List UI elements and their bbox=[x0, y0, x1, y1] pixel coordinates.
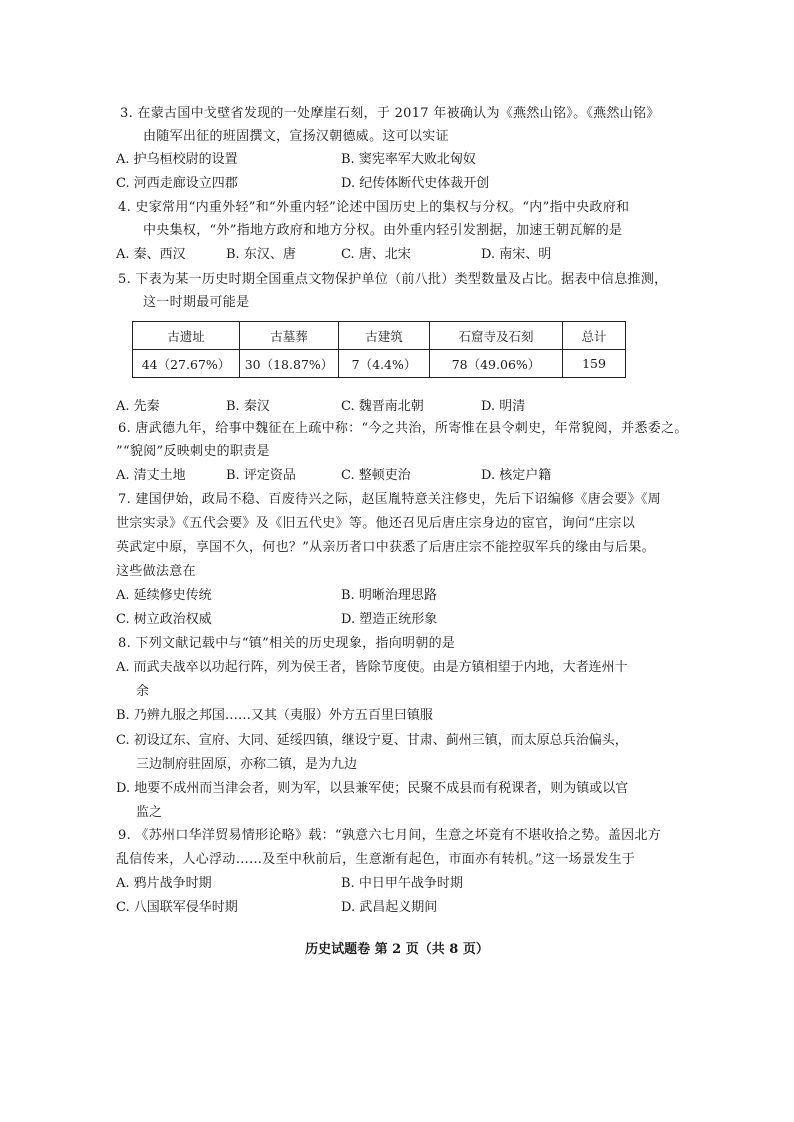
question-4-option-b: B. 东汉、唐 bbox=[226, 247, 296, 262]
table-header-cell: 总计 bbox=[563, 322, 626, 350]
page-footer: 历史试题卷 第 2 页（共 8 页） bbox=[305, 942, 489, 957]
question-9-option-a: A. 鸦片战争时期 bbox=[116, 876, 212, 891]
table-cell: 78（49.06%） bbox=[430, 350, 563, 378]
question-6-option-c: C. 整顿吏治 bbox=[341, 468, 411, 483]
table-header-row bbox=[133, 322, 626, 350]
table-header-cell: 石窟寺及石刻 bbox=[430, 322, 563, 350]
question-7-option-c: C. 树立政治权威 bbox=[116, 612, 212, 627]
question-7-line-2: 世宗实录》《五代会要》及《旧五代史》等。他还召见后唐庄宗身边的宦官，询问“庄宗以 bbox=[116, 516, 636, 531]
question-8-option-b: B. 乃辨九服之邦国……又其（夷服）外方五百里曰镇服 bbox=[116, 708, 433, 723]
table-row bbox=[133, 350, 626, 378]
question-6-line-1: 6. 唐武德九年，给事中魏征在上疏中称：“今之共治，所寄惟在县令刺史，年常貌阅，并悉委之。 bbox=[118, 421, 688, 436]
question-7-line-4: 这些做法意在 bbox=[116, 564, 196, 579]
table-header-cell: 古墓葬 bbox=[240, 322, 339, 350]
question-5-line-2: 这一时期最可能是 bbox=[143, 295, 250, 310]
table-cell: 44（27.67%） bbox=[133, 350, 240, 378]
question-5-option-c: C. 魏晋南北朝 bbox=[341, 399, 424, 414]
question-4-option-c: C. 唐、北宋 bbox=[341, 247, 411, 262]
question-3-line-2: 由随军出征的班固撰文，宣扬汉朝德威。这可以实证 bbox=[143, 129, 449, 144]
question-7-option-b: B. 明晰治理思路 bbox=[341, 588, 437, 603]
question-6-option-b: B. 评定资品 bbox=[226, 468, 296, 483]
question-3-option-c: C. 河西走廊设立四郡 bbox=[116, 176, 238, 191]
question-8-option-c-line-1: C. 初设辽东、宣府、大同、延绥四镇，继设宁夏、甘肃、蓟州三镇，而太原总兵治偏头， bbox=[116, 733, 628, 748]
question-7-line-1: 7. 建国伊始，政局不稳、百废待兴之际，赵匡胤特意关注修史，先后下诏编修《唐会要》《周 bbox=[118, 492, 661, 507]
question-5-option-b: B. 秦汉 bbox=[226, 399, 270, 414]
question-3-line-1: 3. 在蒙古国中戈壁省发现的一处摩崖石刻，于 2017 年被确认为《燕然山铭》。《燕然山铭》 bbox=[120, 106, 660, 121]
question-8-option-d-line-1: D. 地要不成州而当津会者，则为军，以县兼军使；民聚不成县而有税课者，则为镇或以官 bbox=[116, 781, 629, 796]
question-5-line-1: 5. 下表为某一历史时期全国重点文物保护单位（前八批）类型数量及占比。据表中信息推测， bbox=[118, 272, 668, 287]
question-9-line-2: 乱信传来，人心浮动……及至中秋前后，生意渐有起色，市面亦有转机。”这一场景发生于 bbox=[116, 852, 636, 867]
question-5-option-d: D. 明清 bbox=[481, 399, 526, 414]
question-8-option-a-line-2: 余 bbox=[136, 684, 150, 699]
question-9-option-b: B. 中日甲午战争时期 bbox=[341, 876, 463, 891]
table-cell: 30（18.87%） bbox=[240, 350, 339, 378]
question-6-option-a: A. 清丈土地 bbox=[116, 468, 186, 483]
question-8-line-1: 8. 下列文献记载中与“镇”相关的历史现象，指向明朝的是 bbox=[118, 636, 456, 651]
question-7-line-3: 英武定中原，享国不久，何也？”从亲历者口中获悉了后唐庄宗不能控驭军兵的缘由与后果。 bbox=[116, 540, 655, 555]
table-cell: 159 bbox=[563, 350, 626, 378]
question-8-option-c-line-2: 三边制府驻固原，亦称二镇，是为九边 bbox=[136, 757, 358, 772]
question-8-option-a-line-1: A. 而武夫战卒以功起行阵，列为侯王者，皆除节度使。由是方镇相望于内地，大者连州十 bbox=[116, 660, 628, 675]
question-9-option-d: D. 武昌起义期间 bbox=[341, 900, 438, 915]
question-8-option-d-line-2: 监之 bbox=[136, 805, 163, 820]
question-7-option-a: A. 延续修史传统 bbox=[116, 588, 212, 603]
relics-table bbox=[132, 321, 626, 378]
question-3-option-a: A. 护乌桓校尉的设置 bbox=[116, 152, 238, 167]
table-cell: 7（4.4%） bbox=[339, 350, 430, 378]
question-7-option-d: D. 塑造正统形象 bbox=[341, 612, 438, 627]
question-6-line-2: ”“貌阅”反映刺史的职责是 bbox=[116, 444, 270, 459]
question-3-option-b: B. 窦宪率军大败北匈奴 bbox=[341, 152, 476, 167]
question-9-line-1: 9. 《苏州口华洋贸易情形论略》载：“孰意六七月间，生意之坏竟有不堪收拾之势。盖因北方 bbox=[118, 828, 662, 843]
question-5-option-a: A. 先秦 bbox=[116, 399, 160, 414]
question-4-option-a: A. 秦、西汉 bbox=[116, 247, 186, 262]
question-3-option-d: D. 纪传体断代史体裁开创 bbox=[341, 176, 490, 191]
table-header-cell: 古遗址 bbox=[133, 322, 240, 350]
question-6-option-d: D. 核定户籍 bbox=[481, 468, 552, 483]
question-4-line-2: 中央集权，“外”指地方政府和地方分权。由外重内轻引发割据，加速王朝瓦解的是 bbox=[143, 223, 623, 238]
table-header-cell: 古建筑 bbox=[339, 322, 430, 350]
question-4-line-1: 4. 史家常用“内重外轻”和“外重内轻”论述中国历史上的集权与分权。“内”指中央政府和 bbox=[118, 200, 630, 215]
question-4-option-d: D. 南宋、明 bbox=[481, 247, 552, 262]
question-9-option-c: C. 八国联军侵华时期 bbox=[116, 900, 238, 915]
